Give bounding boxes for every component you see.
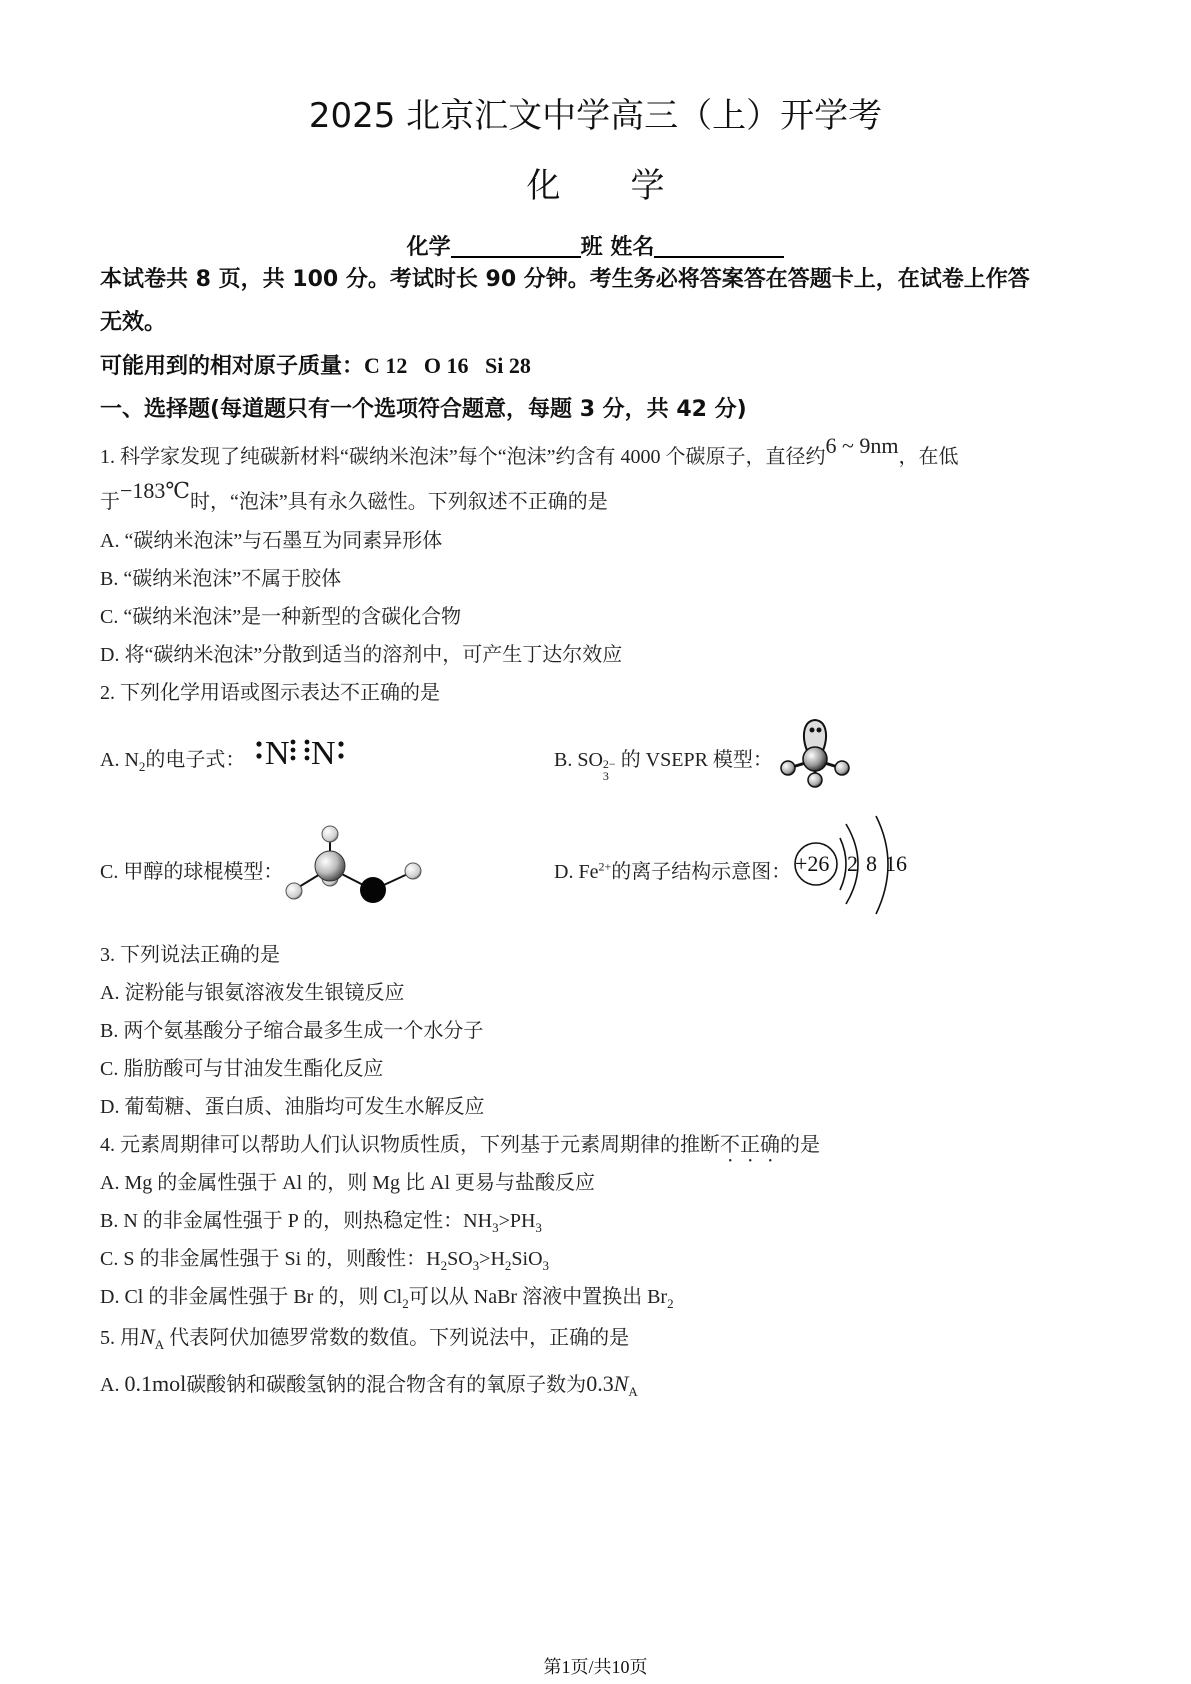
q4c-c: SiO	[511, 1248, 543, 1270]
q5-na-sub: A	[154, 1337, 165, 1352]
q1-option-d[interactable]: D. 将“碳纳米泡沫”分散到适当的溶剂中，可产生丁达尔效应	[100, 644, 623, 666]
q1-text: 1. 科学家发现了纯碳新材料“碳纳米泡沫”每个“泡沫”约含有 4000 个碳原子，直径约	[100, 446, 826, 468]
q4d-sub-1: 2	[402, 1296, 409, 1311]
q5-stem-pre: 5. 用	[100, 1327, 140, 1349]
q1-diameter: 6 ~ 9nm	[825, 433, 899, 458]
q5a-na-symbol: N	[613, 1371, 629, 1396]
class-suffix: 班	[580, 235, 603, 260]
atomic-mass-line	[100, 349, 531, 380]
subject-char-2: 学	[630, 166, 665, 206]
q4c-a: SO	[447, 1248, 473, 1270]
q4c-sub-3: 2	[504, 1258, 512, 1273]
q4d-pre: D. Cl 的非金属性强于 Br 的，则 Cl	[100, 1286, 403, 1308]
q2d-charge: 2+	[598, 859, 612, 874]
question-1-stem-line-2	[100, 478, 608, 514]
q4-option-d[interactable]	[100, 1280, 674, 1312]
q2a-pre: A. N	[100, 749, 139, 771]
q5a-pre: A.	[100, 1374, 125, 1396]
fe-shell-2: 8	[866, 851, 877, 876]
instructions-line-2: 无效。	[100, 310, 167, 335]
q2-option-c[interactable]: C. 甲醇的球棍模型：	[100, 861, 284, 883]
q2a-post: 的电子式：	[145, 749, 246, 771]
q5a-text: 碳酸钠和碳酸氢钠的混合物含有的氧原子数为	[186, 1374, 587, 1396]
question-2-stem: 2. 下列化学用语或图示表达不正确的是	[100, 682, 440, 704]
q4b-pre: B. N 的非金属性强于 P 的，则热稳定性：NH	[100, 1210, 493, 1232]
question-4-stem	[100, 1128, 820, 1167]
instructions-line-1: 本试卷共 8 页，共 100 分。考试时长 90 分钟。考生务必将答案答在答题卡上，在试卷上作答	[100, 267, 1030, 292]
fe-shell-3: 16	[885, 851, 907, 876]
q2-option-a[interactable]	[100, 743, 245, 775]
q1-text-2: ，在低	[898, 446, 959, 468]
q2b-subscript: 3	[602, 769, 609, 783]
q2a-sub: 2	[138, 759, 146, 774]
subject-char-1: 化	[526, 166, 561, 206]
q5a-na-sub: A	[628, 1384, 638, 1399]
atomic-mass-label: 可能用到的相对原子质量：	[100, 354, 365, 379]
q2b-post: 的 VSEPR 模型：	[615, 749, 773, 771]
svg-text:N: N	[265, 735, 290, 772]
question-5-stem	[100, 1321, 629, 1353]
fe-shell-1: 2	[847, 851, 858, 876]
q1-temperature: −183℃	[120, 478, 191, 503]
q1-option-a[interactable]: A. “碳纳米泡沫”与石墨互为同素异形体	[100, 530, 443, 552]
svg-text:N: N	[311, 735, 336, 772]
q4-option-a[interactable]: A. Mg 的金属性强于 Al 的，则 Mg 比 Al 更易与盐酸反应	[100, 1172, 596, 1194]
q4-stem-pre: 4. 元素周期律可以帮助人们认识物质性质，下列基于元素周期律的推断	[100, 1134, 720, 1156]
q5a-amount: 0.1mol	[124, 1371, 187, 1396]
q3-option-c[interactable]: C. 脂肪酸可与甘油发生酯化反应	[100, 1058, 384, 1080]
q4c-sub-4: 3	[542, 1258, 550, 1273]
question-1-stem-line-1	[100, 433, 959, 469]
q3-option-d[interactable]: D. 葡萄糖、蛋白质、油脂均可发生水解反应	[100, 1096, 485, 1118]
q4-stem-emphasis: 不正确	[720, 1134, 780, 1156]
atomic-mass-values: C 12 O 16 Si 28	[364, 353, 531, 378]
methanol-ball-stick-model-icon	[280, 820, 430, 910]
n2-electron-formula-icon	[245, 728, 355, 772]
q4d-mid: 可以从 NaBr 溶液中置换出 Br	[408, 1286, 668, 1308]
q4d-sub-2: 2	[667, 1296, 674, 1311]
q4b-mid: >PH	[498, 1210, 536, 1232]
q1-text-3: 于	[100, 491, 120, 513]
q2-option-d[interactable]	[554, 855, 791, 884]
q5-na-symbol: N	[140, 1324, 155, 1349]
vsepr-model-icon	[775, 715, 855, 790]
q5-option-a[interactable]	[100, 1368, 638, 1400]
q5a-value: 0.3	[586, 1371, 614, 1396]
page-number: 第1页/共10页	[543, 1657, 648, 1677]
q4c-sub-2: 3	[472, 1258, 480, 1273]
fe-nucleus-charge: +26	[795, 851, 830, 876]
exam-title: 2025 北京汇文中学高三（上）开学考	[308, 96, 883, 136]
q2b-charge: 2−	[602, 757, 616, 771]
q5-stem-post: 代表阿伏加德罗常数的数值。下列说法中，正确的是	[169, 1327, 630, 1349]
q1-option-c[interactable]: C. “碳纳米泡沫”是一种新型的含碳化合物	[100, 606, 462, 628]
subject-title	[0, 158, 1191, 207]
q3-option-b[interactable]: B. 两个氨基酸分子缩合最多生成一个水分子	[100, 1020, 484, 1042]
q4c-sub-1: 2	[440, 1258, 448, 1273]
q4-option-c[interactable]	[100, 1242, 549, 1274]
q4-stem-post: 的是	[780, 1134, 820, 1156]
class-name-line	[0, 230, 1191, 261]
name-blank[interactable]	[654, 234, 784, 258]
q4c-pre: C. S 的非金属性强于 Si 的，则酸性：H	[100, 1248, 441, 1270]
section-1-heading: 一、选择题(每道题只有一个选项符合题意，每题 3 分，共 42 分)	[100, 397, 747, 422]
name-label: 姓名	[610, 235, 655, 260]
q4c-b: >H	[479, 1248, 505, 1270]
q2-option-b[interactable]	[554, 743, 773, 782]
class-blank[interactable]	[451, 234, 581, 258]
question-3-stem: 3. 下列说法正确的是	[100, 944, 280, 966]
q3-option-a[interactable]: A. 淀粉能与银氨溶液发生银镜反应	[100, 982, 405, 1004]
q4b-sub-2: 3	[535, 1220, 542, 1235]
q2d-post: 的离子结构示意图：	[611, 861, 792, 883]
q1-option-b[interactable]: B. “碳纳米泡沫”不属于胶体	[100, 568, 342, 590]
q2d-pre: D. Fe	[554, 861, 599, 883]
q4b-sub-1: 3	[492, 1220, 499, 1235]
q1-text-4: 时，“泡沫”具有永久磁性。下列叙述不正确的是	[190, 491, 608, 513]
class-label: 化学	[406, 235, 451, 260]
q2b-pre: B. SO	[554, 749, 603, 771]
q4-option-b[interactable]	[100, 1204, 542, 1236]
